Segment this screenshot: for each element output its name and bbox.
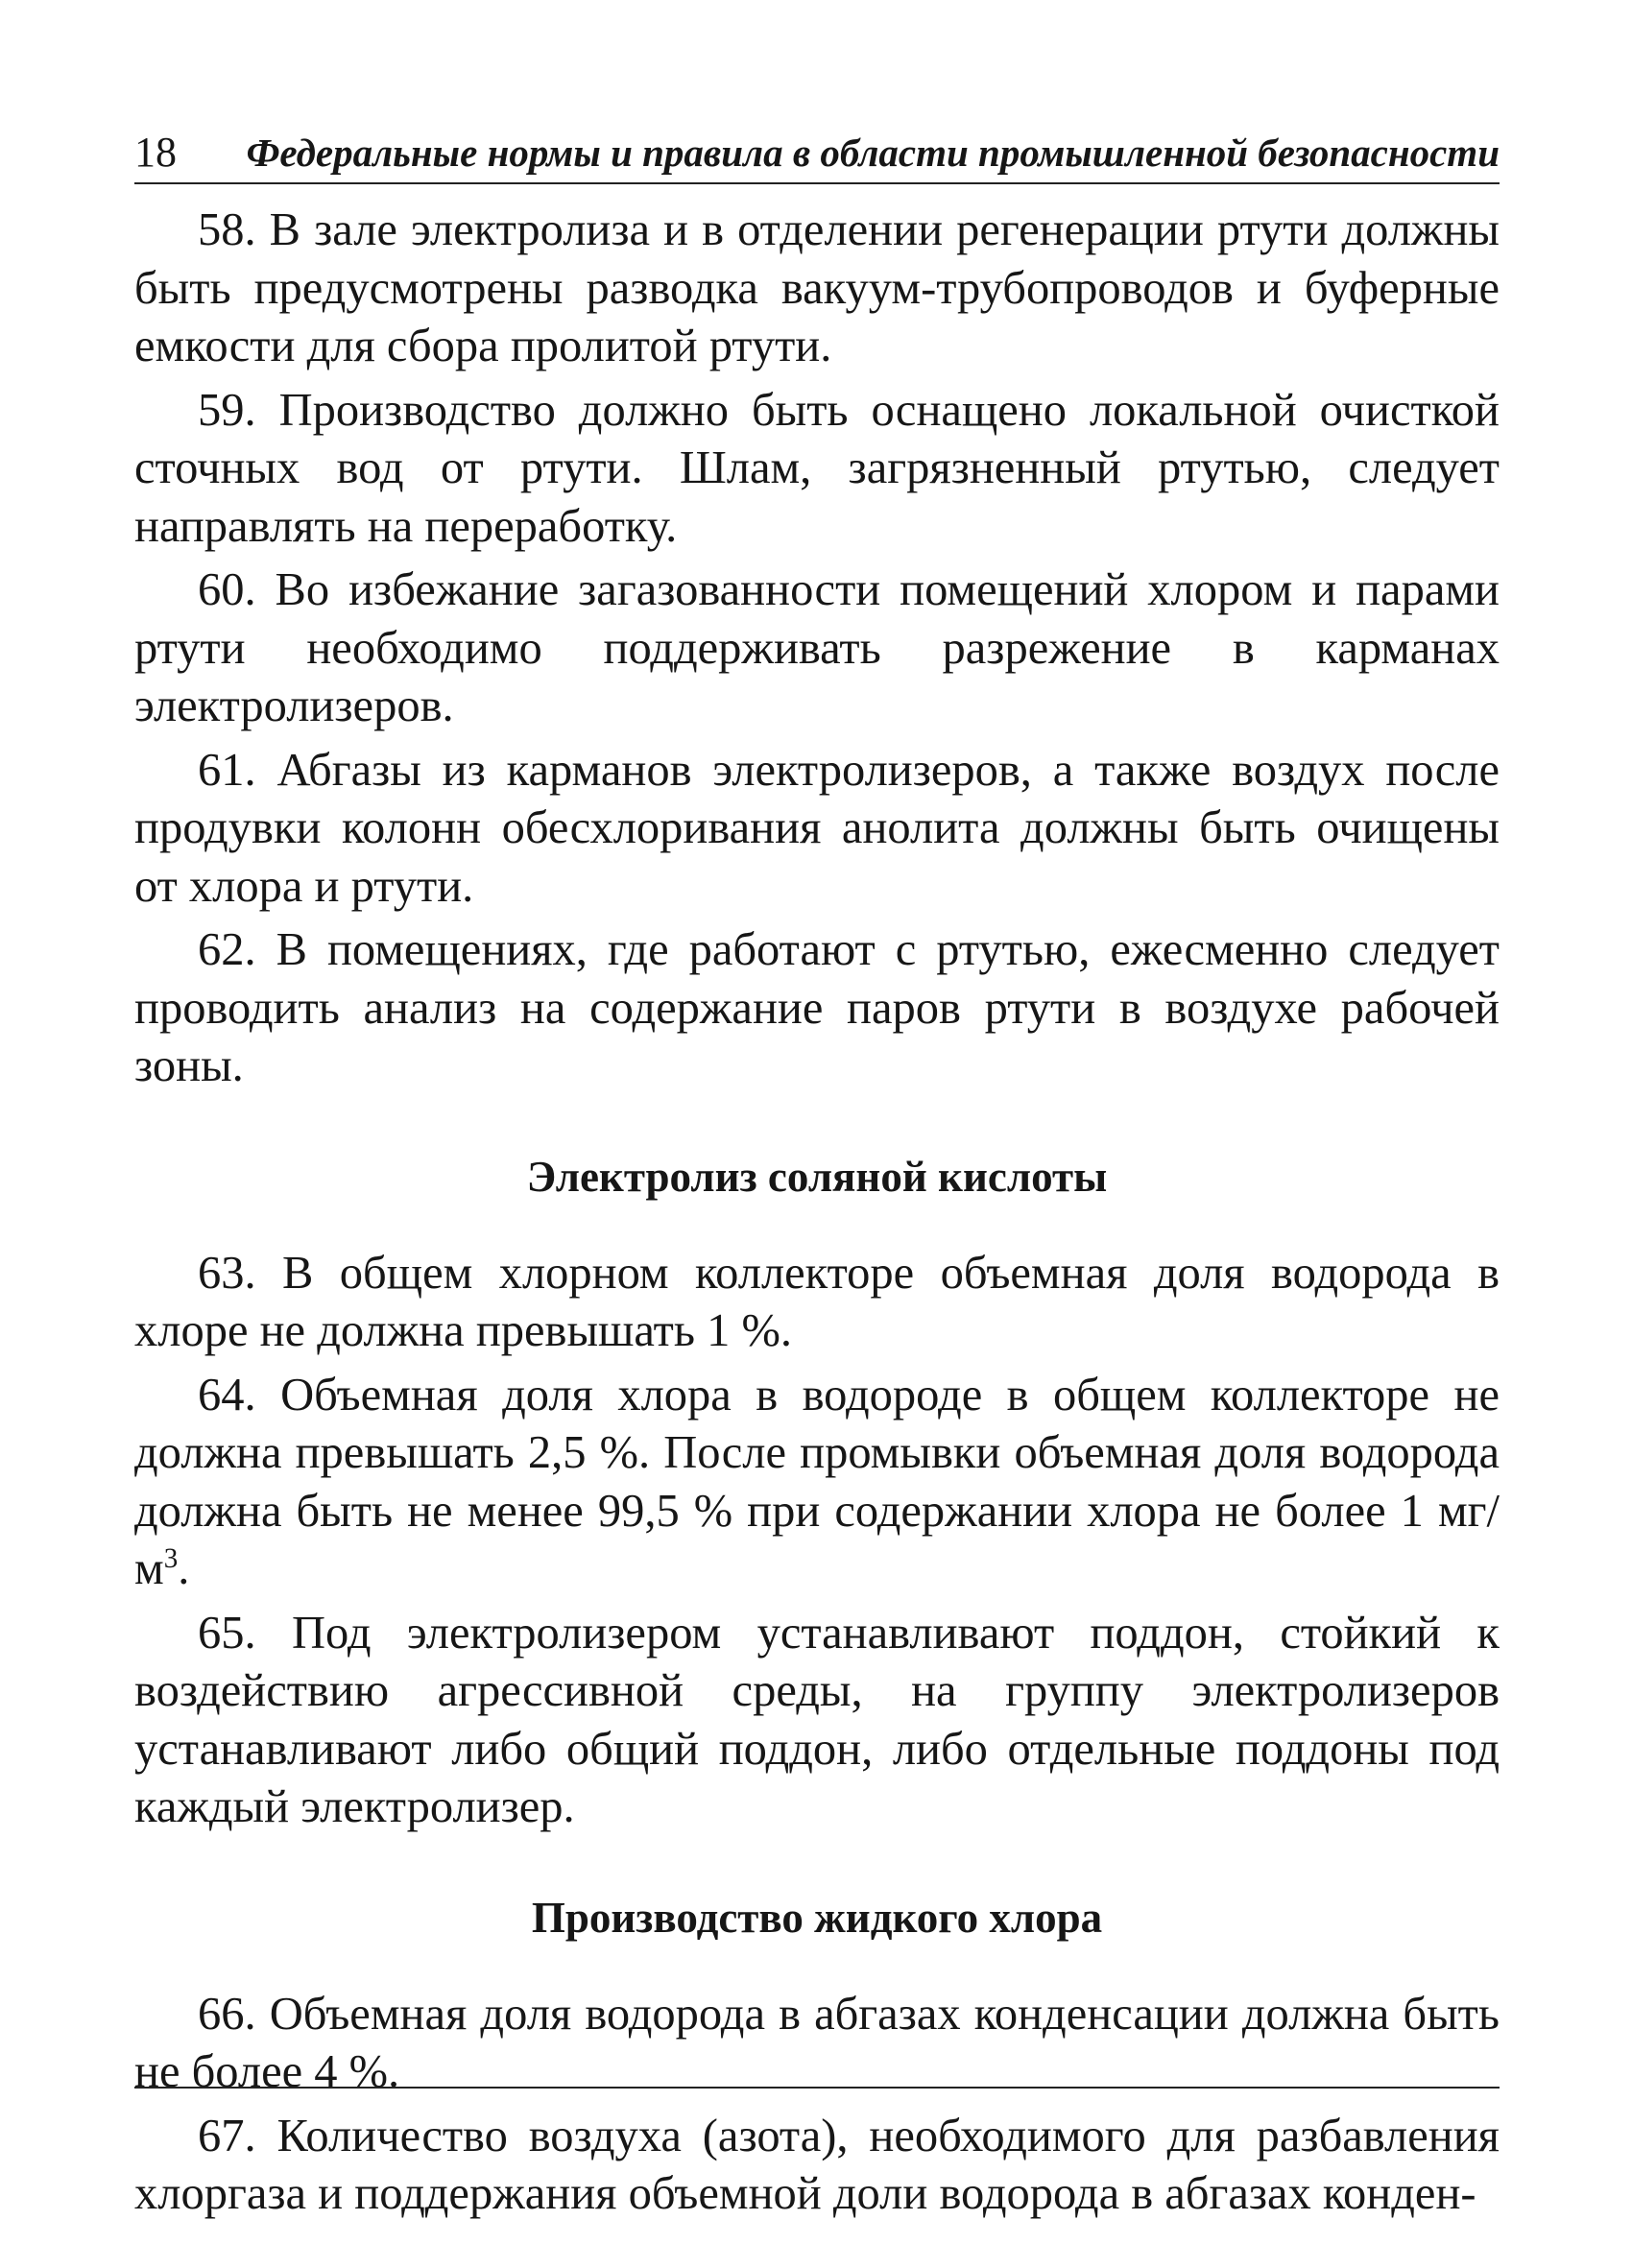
section-heading-hydrochloric-electrolysis: Электролиз соляной кислоты: [526, 1152, 1108, 1201]
section-heading-liquid-chlorine: Производство жидкого хлора: [531, 1893, 1103, 1942]
paragraph-60: 60. Во избежание загазованности помещений хлором и парами ртути необходимо поддерживать разрежение в карманах электролизеров.: [134, 564, 1500, 731]
paragraph-64: [134, 1367, 1500, 1599]
paragraph-64-tail: .: [178, 1543, 190, 1594]
superscript-3: 3: [163, 1542, 179, 1574]
page-body: [134, 202, 1500, 2230]
page-number: 18: [134, 129, 177, 176]
paragraph-62: 62. В помещениях, где работают с ртутью, ежесменно следует проводить анализ на содержание паров ртути в воздухе рабочей зоны.: [134, 924, 1500, 1091]
paragraph-58: 58. В зале электролиза и в отделении регенерации ртути должны быть предусмотрены разводка вакуум-трубопроводов и буферные емкости для сбора пролитой ртути.: [134, 204, 1500, 371]
footer-rule: [134, 2087, 1500, 2089]
paragraph-61: 61. Абгазы из карманов электролизеров, а также воздух после продувки колонн обесхлоривания анолита должны быть очищены от хлора и ртути.: [134, 744, 1500, 912]
paragraph-67: 67. Количество воздуха (азота), необходимого для разбавления хлоргаза и поддержания объемной доли водорода в абгазах конден-: [134, 2110, 1500, 2219]
paragraph-63: 63. В общем хлорном коллекторе объемная доля водорода в хлоре не должна превышать 1 %.: [134, 1247, 1500, 1356]
page-header: [134, 127, 1500, 184]
paragraph-59: 59. Производство должно быть оснащено локальной очисткой сточных вод от ртути. Шлам, загрязненный ртутью, следует направлять на переработку.: [134, 384, 1500, 552]
paragraph-65: 65. Под электролизером устанавливают поддон, стойкий к воздействию агрессивной среды, на группу электролизеров устанавливают либо общий поддон, либо отдельные поддоны под каждый электролизер.: [134, 1607, 1500, 1832]
running-title: Федеральные нормы и правила в области промышленной безопасности: [246, 131, 1500, 175]
paragraph-66: 66. Объемная доля водорода в абгазах конденсации должна быть не более 4 %.: [134, 1988, 1500, 2097]
paragraph-64-text: 64. Объемная доля хлора в водороде в общем коллекторе не должна превышать 2,5 %. После промывки объемная доля водорода должна быть не менее 99,5 % при содержании хлора не более 1 мг/м: [134, 1369, 1500, 1594]
